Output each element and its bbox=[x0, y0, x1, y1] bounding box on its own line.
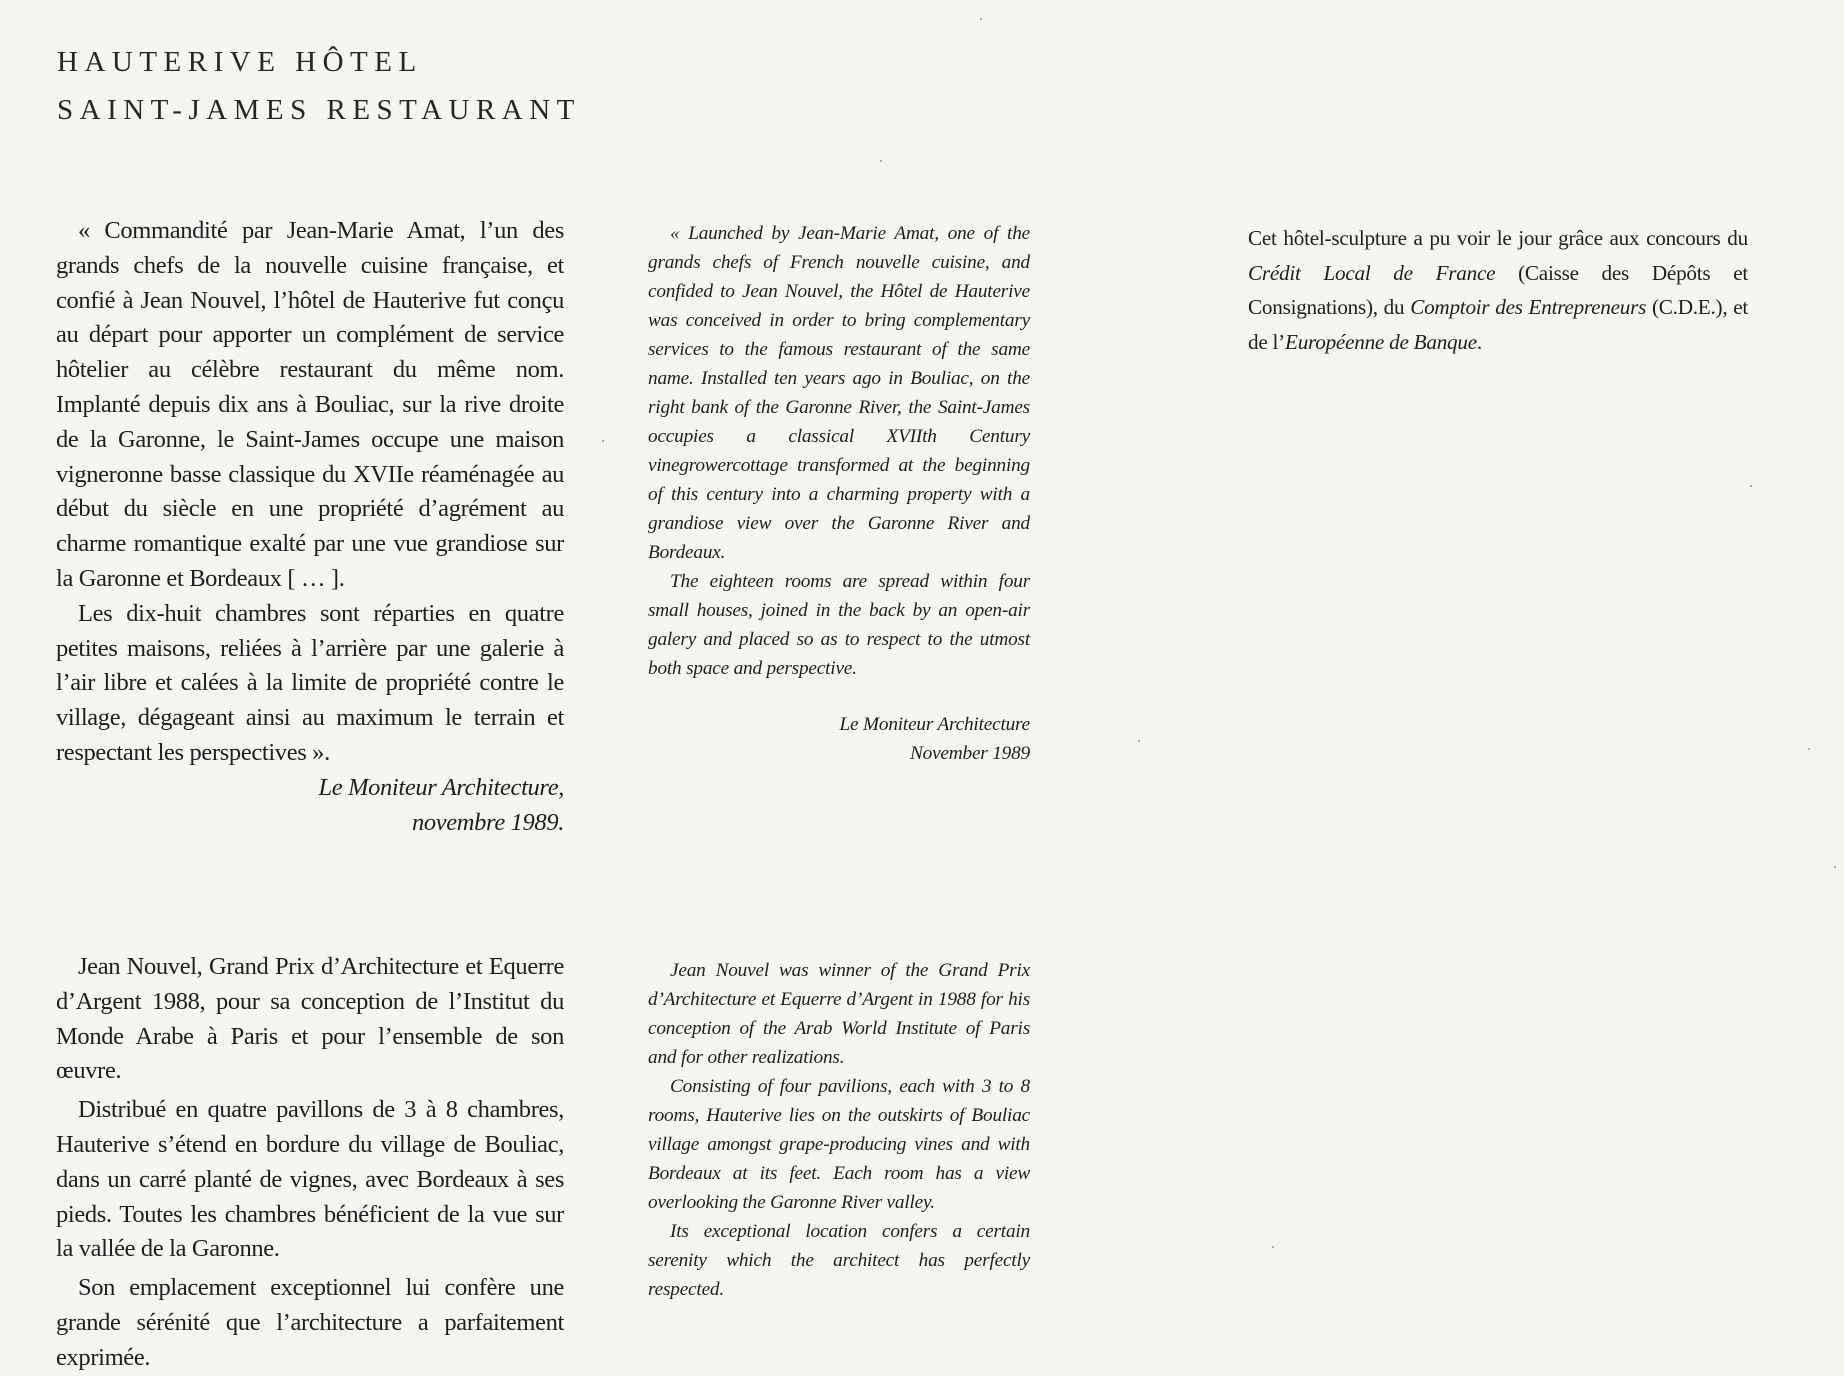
french-quote-paragraph-1: « Commandité par Jean-Marie Amat, l’un des grands chefs de la nouvelle cuisine française, et confié à Jean Nouvel, l’hôtel de Hauterive fut conçu au départ pour apporter un complément de service hôtelier au célèbre restaurant du même nom. Implanté depuis dix ans à Bouliac, sur la rive droite de la Garonne, le Saint-James occupe une maison vigneronne basse classique du XVIIe réaménagée au début du siècle en une propriété d’agrément au charme romantique exalté par une vue grandiose sur la Garonne et Bordeaux [ … ]. bbox=[56, 217, 564, 592]
french-architect-column bbox=[56, 950, 564, 1376]
sponsor-credit-local: Crédit Local de France bbox=[1248, 260, 1496, 285]
french-quote-source-2: novembre 1989. bbox=[411, 808, 564, 836]
page-title bbox=[57, 38, 581, 134]
sponsor-comptoir: Comptoir des Entrepreneurs bbox=[1410, 295, 1647, 320]
sponsors-column bbox=[1248, 221, 1748, 359]
french-quote-paragraph-2: Les dix-huit chambres sont réparties en quatre petites maisons, reliées à l’arrière par une galerie à l’air libre et calées à la limite de propriété contre le village, dégageant ainsi au maximum le terrain et respectant les perspectives ». bbox=[56, 599, 564, 766]
english-quote-paragraph-2: The eighteen rooms are spread within four small houses, joined in the back by an open-air galery and placed so as to respect to the utmost both space and perspective. bbox=[648, 571, 1030, 679]
french-quote-source-1: Le Moniteur Architecture, bbox=[318, 773, 564, 801]
paper-speck bbox=[1808, 748, 1810, 750]
english-architect-paragraph-2: Consisting of four pavilions, each with 3 to 8 rooms, Hauterive lies on the outskirts of Bouliac village amongst grape-producing vines and with Bordeaux at its feet. Each room has a view overlooking the Garonne River valley. bbox=[648, 1076, 1030, 1213]
paper-speck bbox=[602, 440, 604, 442]
english-architect-paragraph-3: Its exceptional location confers a certain serenity which the architect has perfectly respected. bbox=[648, 1221, 1030, 1300]
english-quote-paragraph-1: « Launched by Jean-Marie Amat, one of the grands chefs of French nouvelle cuisine, and confided to Jean Nouvel, the Hôtel de Hauterive was conceived in order to bring complementary services to the famous restaurant of the same name. Installed ten years ago in Bouliac, on the right bank of the Garonne River, the Saint-James occupies a classical XVIIth Century vinegrowercottage transformed at the beginning of this century into a charming property with a grandiose view over the Garonne River and Bordeaux. bbox=[648, 223, 1030, 563]
paper-speck bbox=[1834, 866, 1836, 868]
english-quote-source-1: Le Moniteur Architecture bbox=[839, 714, 1030, 735]
sponsors-text-2: (Caisse des Dépôts et Consignations), du bbox=[1248, 260, 1748, 320]
english-quote-column bbox=[648, 219, 1030, 768]
french-architect-paragraph-1: Jean Nouvel, Grand Prix d’Architecture et Equerre d’Argent 1988, pour sa conception de l’Institut du Monde Arabe à Paris et pour l’ensemble de son œuvre. bbox=[56, 953, 564, 1085]
english-quote-source-2: November 1989 bbox=[909, 743, 1030, 764]
sponsor-europeenne: Européenne de Banque bbox=[1285, 329, 1477, 354]
french-architect-paragraph-2: Distribué en quatre pavillons de 3 à 8 chambres, Hauterive s’étend en bordure du village de Bouliac, dans un carré planté de vignes, avec Bordeaux à ses pieds. Toutes les chambres bénéficient de la vue sur la vallée de la Garonne. bbox=[56, 1096, 564, 1263]
paper-speck bbox=[1138, 740, 1140, 742]
title-restaurant: SAINT-JAMES RESTAURANT bbox=[57, 94, 581, 126]
french-architect-paragraph-3: Son emplacement exceptionnel lui confère une grande sérénité que l’architecture a parfaitement exprimée. bbox=[56, 1274, 564, 1371]
sponsors-text-1: Cet hôtel-sculpture a pu voir le jour grâce aux concours du bbox=[1248, 226, 1748, 250]
paper-speck bbox=[1750, 485, 1752, 487]
english-architect-paragraph-1: Jean Nouvel was winner of the Grand Prix d’Architecture et Equerre d’Argent in 1988 for his conception of the Arab World Institute of Paris and for other realizations. bbox=[648, 960, 1030, 1068]
sponsors-text-3: (C.D.E.), et de l’ bbox=[1248, 295, 1748, 354]
paper-speck bbox=[1272, 1246, 1274, 1248]
paper-speck bbox=[880, 160, 882, 162]
english-architect-column bbox=[648, 956, 1030, 1304]
sponsors-paragraph bbox=[1248, 221, 1748, 359]
title-hotel: HAUTERIVE HÔTEL bbox=[57, 46, 423, 78]
paper-speck bbox=[980, 18, 982, 20]
sponsors-text-4: . bbox=[1476, 329, 1482, 354]
french-quote-column bbox=[56, 214, 564, 840]
